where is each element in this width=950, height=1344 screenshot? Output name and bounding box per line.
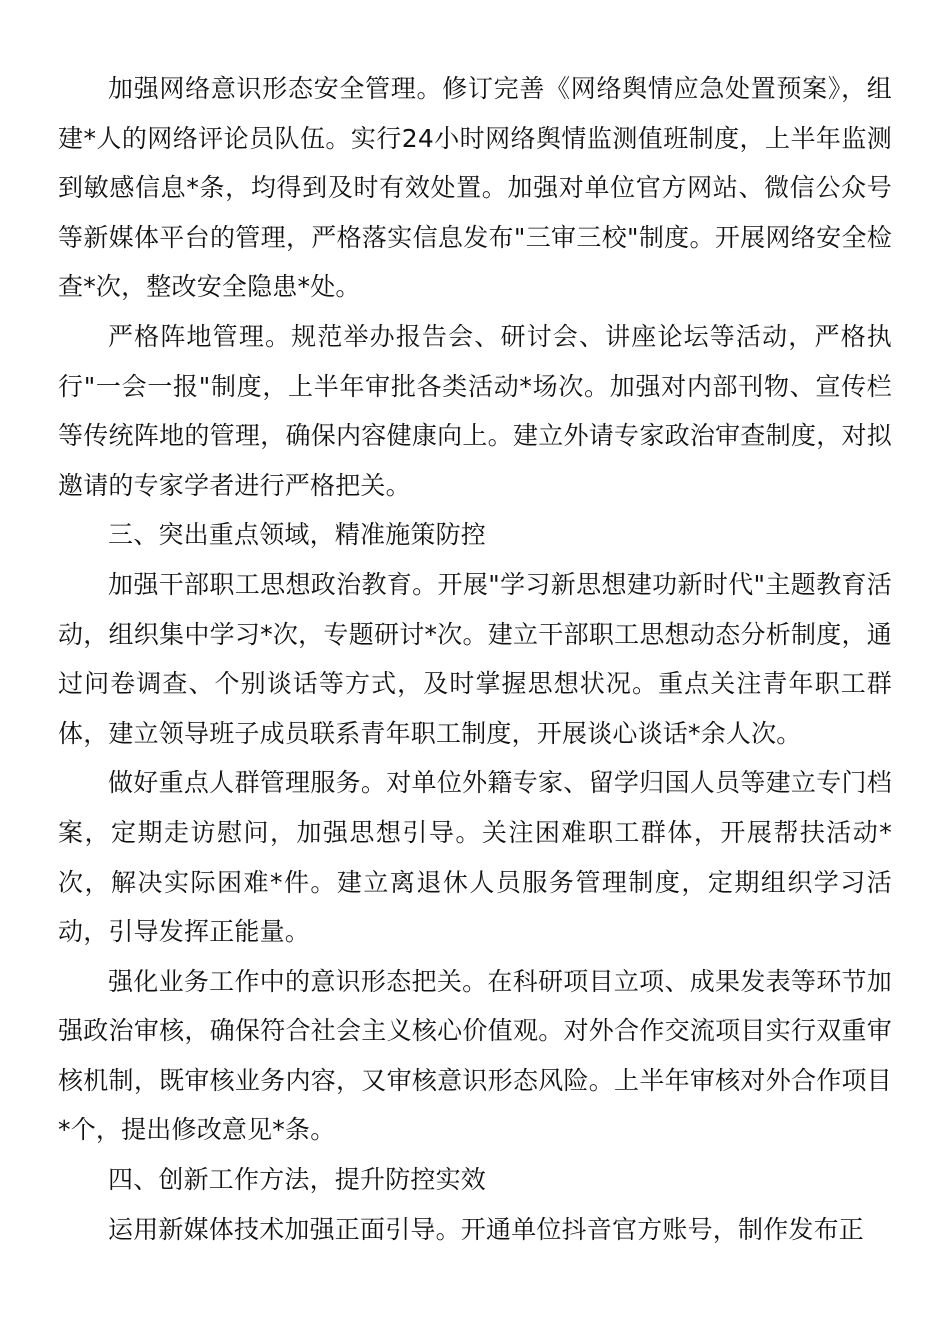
document-body [58,64,892,1254]
paragraph-business-review: 强化业务工作中的意识形态把关。在科研项目立项、成果发表等环节加强政治审核，确保符合社会主义核心价值观。对外合作交流项目实行双重审核机制，既审核业务内容，又审核意识形态风险。上半年审核对外合作项目*个，提出修改意见*条。 [58,966,892,1145]
section-heading-four: 四、创新工作方法，提升防控实效 [108,1165,487,1195]
paragraph-political-education: 加强干部职工思想政治教育。开展"学习新思想建功新时代"主题教育活动，组织集中学习*次，专题研讨*次。建立干部职工思想动态分析制度，通过问卷调查、个别谈话等方式，及时掌握思想状况。重点关注青年职工群体，建立领导班子成员联系青年职工制度，开展谈心谈话*余人次。 [58,569,892,748]
paragraph-key-groups: 做好重点人群管理服务。对单位外籍专家、留学归国人员等建立专门档案，定期走访慰问，加强思想引导。关注困难职工群体，开展帮扶活动*次，解决实际困难*件。建立离退休人员服务管理制度，定期组织学习活动，引导发挥正能量。 [58,768,892,947]
section-heading-three: 三、突出重点领域，精准施策防控 [108,520,487,550]
paragraph-network-security: 加强网络意识形态安全管理。修订完善《网络舆情应急处置预案》，组建*人的网络评论员队伍。实行24小时网络舆情监测值班制度，上半年监测到敏感信息*条，均得到及时有效处置。加强对单位官方网站、微信公众号等新媒体平台的管理，严格落实信息发布"三审三校"制度。开展网络安全检查*次，整改安全隐患*处。 [58,74,892,302]
paragraph-new-media: 运用新媒体技术加强正面引导。开通单位抖音官方账号，制作发布正 [108,1214,865,1244]
paragraph-venue-management: 严格阵地管理。规范举办报告会、研讨会、讲座论坛等活动，严格执行"一会一报"制度，上半年审批各类活动*场次。加强对内部刊物、宣传栏等传统阵地的管理，确保内容健康向上。建立外请专家政治审查制度，对拟邀请的专家学者进行严格把关。 [58,321,892,500]
